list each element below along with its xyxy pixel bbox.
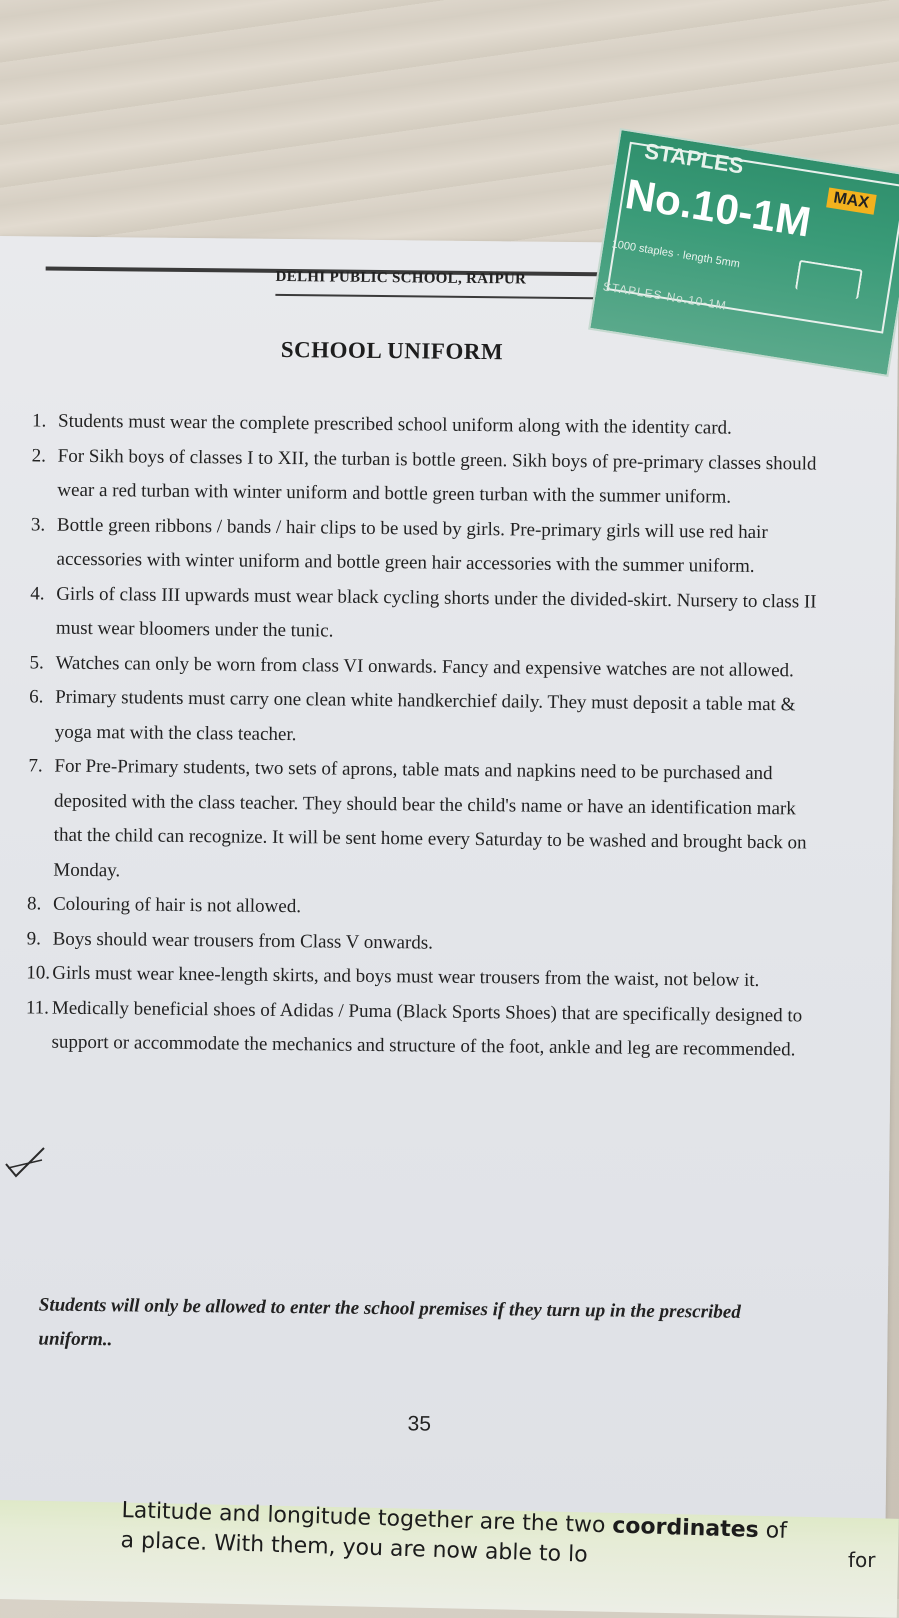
next-page-line2: a place. With them, you are now able to lo <box>120 1527 588 1568</box>
list-item-number: 2. <box>31 444 47 466</box>
next-page-line1c: of <box>758 1518 788 1544</box>
list-item-text: Primary students must carry one clean white handkerchief daily. They must deposit a table mat & yoga mat with the class teacher. <box>54 686 796 745</box>
staples-box-bottom-label: STAPLES No.10-1M <box>601 279 728 313</box>
list-item-text: Watches can only be worn from class VI onwards. Fancy and expensive watches are not allowed. <box>55 652 794 681</box>
list-item-number: 10. <box>26 962 51 984</box>
list-item-number: 9. <box>26 927 42 949</box>
list-item-text: Students must wear the complete prescribed school uniform along with the identity card. <box>57 410 732 439</box>
next-page-right-fragment: for <box>848 1548 876 1572</box>
list-item <box>25 991 816 1068</box>
list-item-number: 5. <box>29 651 44 673</box>
school-name: DELHI PUBLIC SCHOOL, RAIPUR <box>275 268 527 288</box>
list-item-number: 11. <box>25 996 50 1019</box>
list-item <box>27 749 818 895</box>
list-item-text: Colouring of hair is not allowed. <box>52 893 302 918</box>
list-item <box>30 508 821 585</box>
list-item-number: 7. <box>28 755 43 777</box>
next-page-line1b: coordinates <box>611 1513 760 1544</box>
list-item-number: 1. <box>31 410 47 432</box>
page-title: SCHOOL UNIFORM <box>280 336 504 365</box>
list-item-number: 4. <box>30 582 45 604</box>
list-item-text: Boys should wear trousers from Class V onwards. <box>52 928 434 954</box>
next-page-line1a: Latitude and longitude together are the two <box>121 1497 613 1539</box>
list-item-number: 3. <box>30 513 46 535</box>
staples-count: 1000 staples · length 5mm <box>610 238 741 271</box>
list-item-text: Medically beneficial shoes of Adidas / Puma (Black Sports Shoes) that are specifically designed to support or accommodate the mechanics and structure of the foot, ankle and leg are recommended. <box>51 997 803 1061</box>
uniform-rules-list <box>25 404 822 1068</box>
list-item-text: Girls must wear knee-length skirts, and boys must wear trousers from the waist, not below it. <box>52 962 760 991</box>
list-item-text: For Pre-Primary students, two sets of aprons, table mats and napkins need to be purchased and deposited with the class teacher. They should bear the child's name or have an identification mark that the child can recognize. It will be sent home every Saturday to be washed and brought back on Monday. <box>53 755 807 881</box>
list-item <box>31 439 822 516</box>
staples-brand: STAPLES <box>642 138 746 179</box>
staples-tag: MAX <box>826 187 876 214</box>
staples-model: No.10-1M <box>622 170 814 246</box>
pen-tick-mark-icon <box>2 1144 48 1184</box>
list-item-number: 6. <box>29 686 44 708</box>
uniform-note: Students will only be allowed to enter the school premises if they turn up in the prescribed uniform.. <box>38 1294 741 1351</box>
school-name-underline <box>275 294 605 299</box>
list-item <box>30 577 821 654</box>
document-page <box>0 236 899 1535</box>
list-item-text: Girls of class III upwards must wear black cycling shorts under the divided-skirt. Nursery to class II must wear bloomers under the tunic. <box>55 583 817 642</box>
list-item-text: Bottle green ribbons / bands / hair clips to be used by girls. Pre-primary girls will use red hair accessories with winter uniform and bottle green hair accessories with the summer uniform. <box>56 514 768 577</box>
page-number: 35 <box>407 1412 432 1436</box>
list-item-number: 8. <box>26 893 42 915</box>
list-item <box>29 680 820 757</box>
list-item-text: For Sikh boys of classes I to XII, the turban is bottle green. Sikh boys of pre-primary classes should wear a red turban with winter uniform and bottle green turban with the summer uniform. <box>57 445 817 508</box>
